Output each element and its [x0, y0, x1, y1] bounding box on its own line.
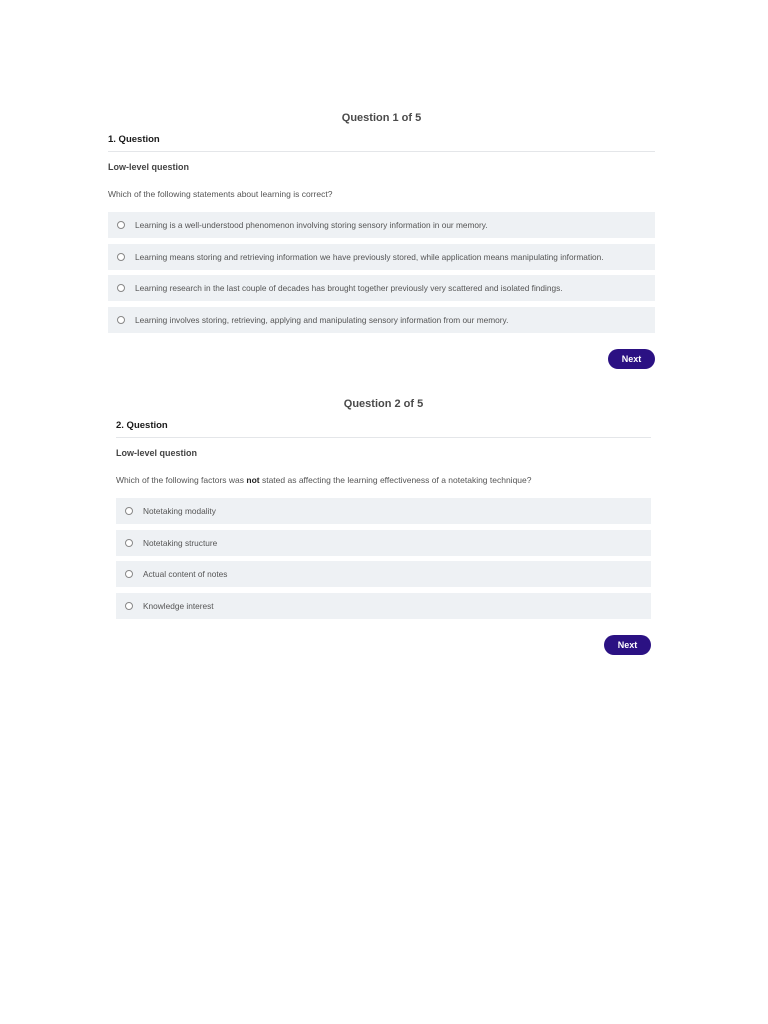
answer-option[interactable] — [108, 275, 655, 301]
answer-option[interactable] — [108, 244, 655, 270]
radio-button[interactable] — [117, 316, 125, 324]
answer-option-label: Learning involves storing, retrieving, applying and manipulating sensory information from our memory. — [135, 314, 509, 325]
answer-option[interactable] — [108, 307, 655, 333]
answer-option[interactable] — [116, 530, 651, 556]
answer-option-label: Knowledge interest — [143, 600, 214, 611]
answer-option[interactable] — [116, 498, 651, 524]
prompt-text-after: stated as affecting the learning effectiveness of a notetaking technique? — [259, 475, 532, 485]
question-prompt — [116, 475, 651, 485]
answer-option-label: Learning is a well-understood phenomenon involving storing sensory information in our memory. — [135, 220, 488, 230]
answer-option[interactable] — [108, 212, 655, 238]
answer-option-label: Actual content of notes — [143, 569, 228, 579]
question-level: Low-level question — [116, 448, 198, 458]
radio-button[interactable] — [117, 284, 125, 292]
question-actions — [108, 349, 655, 369]
prompt-emphasis: not — [246, 475, 260, 485]
question-title: 2. Question — [116, 412, 651, 438]
radio-button[interactable] — [117, 253, 125, 261]
radio-button[interactable] — [117, 221, 125, 229]
quiz-question-1 — [108, 110, 655, 369]
question-counter: Question 2 of 5 — [343, 398, 424, 410]
radio-button[interactable] — [125, 602, 133, 610]
question-counter: Question 1 of 5 — [341, 112, 422, 124]
answer-option[interactable] — [116, 561, 651, 587]
question-title: 1. Question — [108, 126, 655, 152]
radio-button[interactable] — [125, 539, 133, 547]
radio-button[interactable] — [125, 507, 133, 515]
answer-options — [108, 212, 655, 333]
quiz-question-2 — [116, 396, 651, 655]
answer-options — [116, 498, 651, 619]
next-button[interactable]: Next — [604, 635, 651, 655]
prompt-text-before: Which of the following factors was — [116, 475, 247, 485]
answer-option-label: Learning research in the last couple of decades has brought together previously very scattered and isolated findings. — [135, 283, 563, 293]
question-prompt: Which of the following statements about learning is correct? — [108, 189, 333, 199]
answer-option-label: Notetaking modality — [143, 506, 216, 516]
answer-option-label: Learning means storing and retrieving information we have previously stored, while application means manipulating information. — [135, 251, 604, 262]
radio-button[interactable] — [125, 570, 133, 578]
next-button[interactable]: Next — [608, 349, 655, 369]
question-actions — [116, 635, 651, 655]
answer-option-label: Notetaking structure — [143, 537, 218, 548]
answer-option[interactable] — [116, 593, 651, 619]
question-level: Low-level question — [108, 162, 190, 172]
